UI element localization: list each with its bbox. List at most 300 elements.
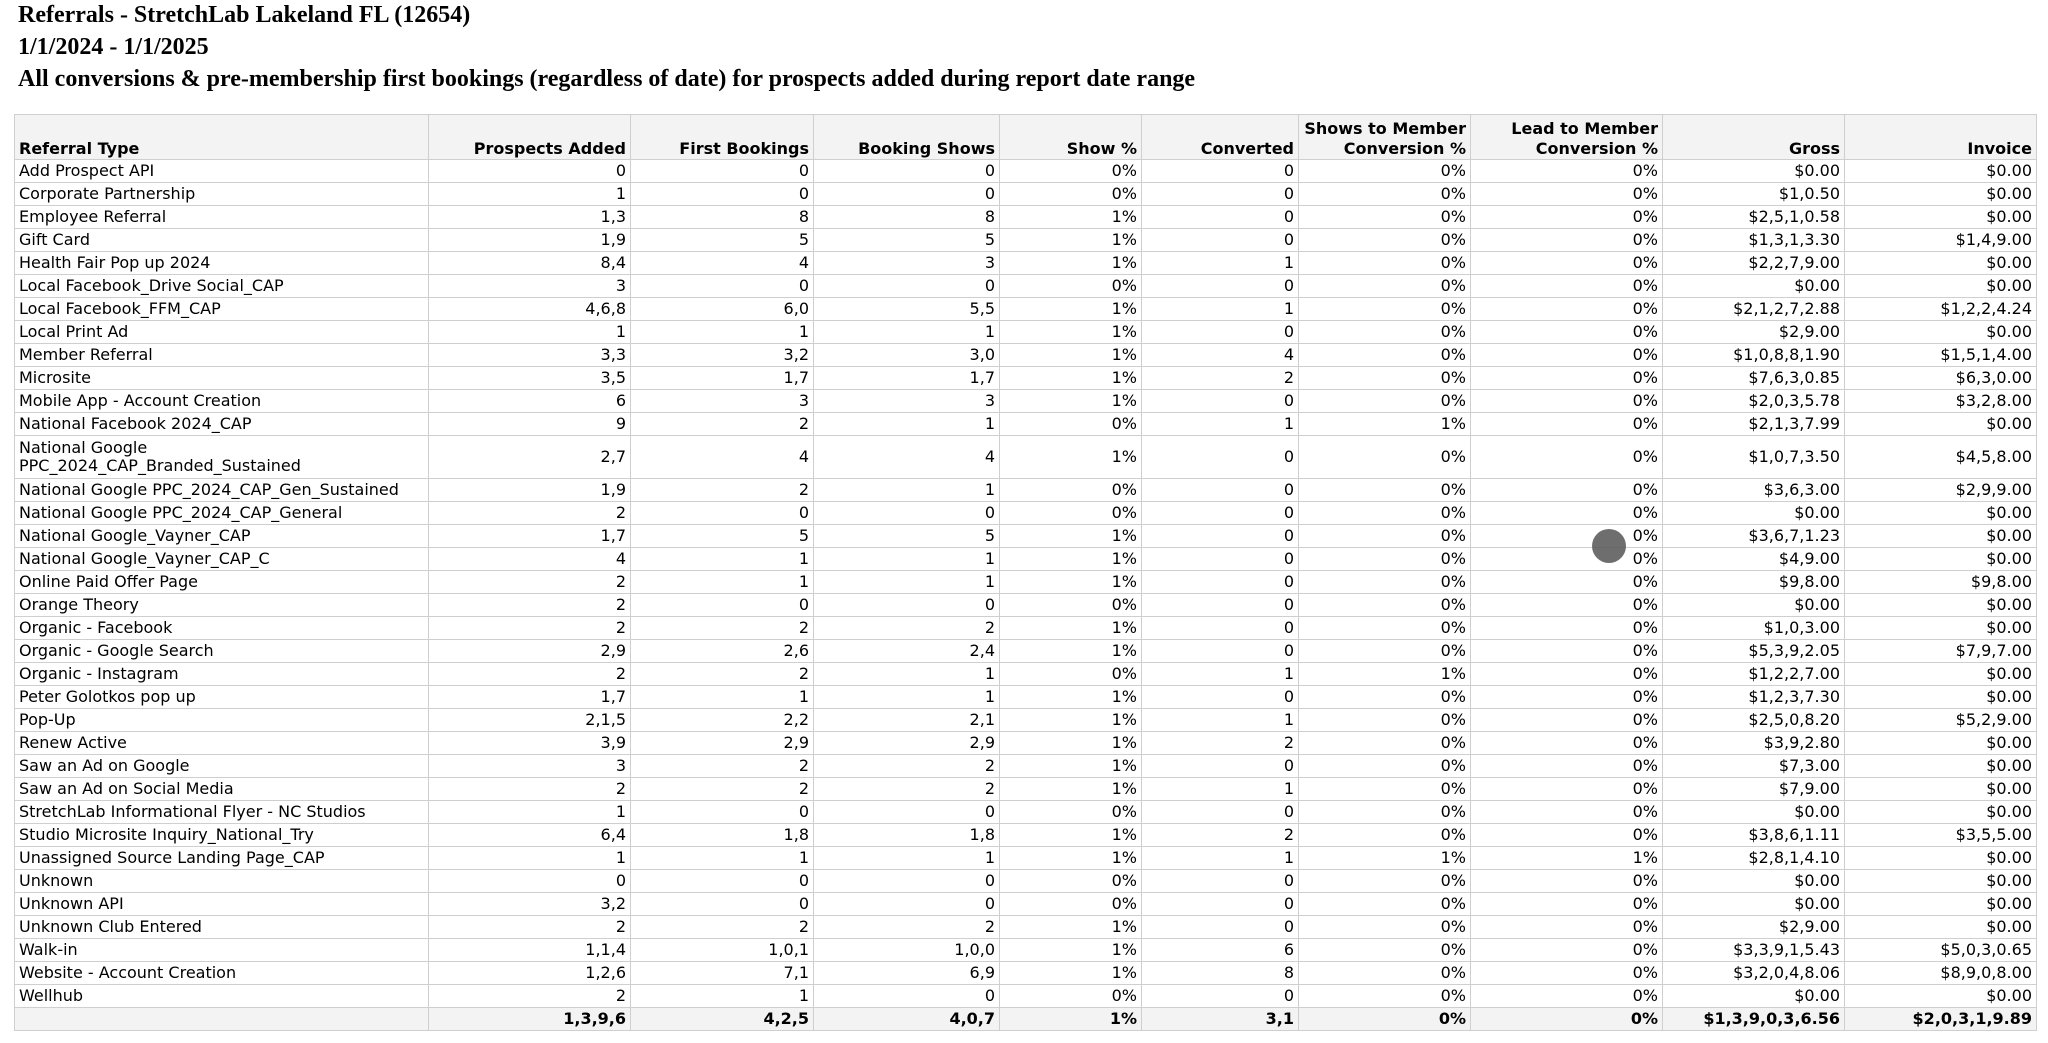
table-cell: 1 [814,663,1000,686]
table-cell: 1% [1000,939,1142,962]
table-cell: 1 [631,686,814,709]
table-cell: 2 [631,617,814,640]
table-cell: $0.00 [1663,870,1845,893]
table-cell: 4 [814,436,1000,479]
table-row [15,640,2037,663]
table-cell: 0% [1000,594,1142,617]
table-cell: 0% [1471,801,1663,824]
table-cell: 0% [1471,916,1663,939]
table-cell: 1 [631,847,814,870]
referral-type-cell: Organic - Facebook [15,617,429,640]
table-cell: 8 [631,206,814,229]
table-cell: $0.00 [1845,732,2037,755]
table-cell: 3 [814,390,1000,413]
table-cell: 0% [1471,298,1663,321]
table-cell: 0% [1471,617,1663,640]
table-cell: $1,2,3,7.30 [1663,686,1845,709]
referrals-table [14,114,2037,1031]
table-cell: 2 [429,916,631,939]
table-row [15,686,2037,709]
referral-type-cell: Saw an Ad on Social Media [15,778,429,801]
table-cell: $9,8.00 [1663,571,1845,594]
table-cell: 1,9 [429,479,631,502]
table-cell: 0% [1471,893,1663,916]
table-cell: 0% [1299,298,1471,321]
table-row [15,571,2037,594]
table-cell: 2 [1142,732,1299,755]
table-cell: 0% [1299,229,1471,252]
referral-type-cell: Organic - Google Search [15,640,429,663]
table-cell: 0 [631,893,814,916]
table-cell: $1,0,3.00 [1663,617,1845,640]
table-cell: $0.00 [1845,252,2037,275]
table-cell: 1,2,6 [429,962,631,985]
table-cell: 0 [814,160,1000,183]
referral-type-cell: Gift Card [15,229,429,252]
table-cell: 0% [1471,732,1663,755]
table-row [15,893,2037,916]
table-cell: 0% [1000,663,1142,686]
table-cell: $0.00 [1663,160,1845,183]
table-cell: $1,3,1,3.30 [1663,229,1845,252]
table-cell: $0.00 [1845,778,2037,801]
table-cell: 1 [631,321,814,344]
table-row [15,962,2037,985]
table-cell: 5,5 [814,298,1000,321]
table-cell: $0.00 [1845,617,2037,640]
table-cell: $7,3.00 [1663,755,1845,778]
table-cell: 1 [814,571,1000,594]
total-cell [15,1008,429,1031]
table-cell: 6,4 [429,824,631,847]
table-cell: 0% [1471,275,1663,298]
table-cell: $5,2,9.00 [1845,709,2037,732]
referral-type-cell: National Google PPC_2024_CAP_Gen_Sustained [15,479,429,502]
table-cell: 3,2 [631,344,814,367]
table-cell: 1% [1000,390,1142,413]
table-cell: 0 [1142,229,1299,252]
table-cell: 1% [1000,778,1142,801]
report-description: All conversions & pre-membership first bookings (regardless of date) for prospects added during report date range [18,66,1196,92]
table-cell: 1% [1000,252,1142,275]
table-cell: 1,9 [429,229,631,252]
table-cell: 0 [1142,183,1299,206]
table-row [15,275,2037,298]
referral-type-cell: National Google_Vayner_CAP [15,525,429,548]
table-cell: 5 [814,229,1000,252]
table-cell: $5,3,9,2.05 [1663,640,1845,663]
table-cell: 8 [814,206,1000,229]
table-cell: 0% [1471,413,1663,436]
table-cell: 0% [1000,985,1142,1008]
table-cell: 0 [1142,502,1299,525]
table-cell: 0% [1471,183,1663,206]
table-cell: 2 [631,663,814,686]
table-cell: 2 [631,755,814,778]
table-cell: 8,4 [429,252,631,275]
table-cell: 6 [1142,939,1299,962]
table-cell: $0.00 [1663,594,1845,617]
column-header-booking-shows[interactable]: Booking Shows [814,115,1000,160]
table-cell: $2,5,0,8.20 [1663,709,1845,732]
table-cell: $0.00 [1845,525,2037,548]
table-cell: 1 [814,548,1000,571]
referral-type-cell: Member Referral [15,344,429,367]
table-cell: 3,2 [429,893,631,916]
table-cell: 3,9 [429,732,631,755]
table-cell: 3 [429,755,631,778]
table-cell: 0% [1000,479,1142,502]
table-cell: 0% [1299,183,1471,206]
table-cell: 0% [1299,436,1471,479]
column-header-invoice[interactable]: Invoice [1845,115,2037,160]
table-cell: $0.00 [1845,755,2037,778]
table-cell: 0 [1142,985,1299,1008]
table-cell: $0.00 [1845,916,2037,939]
table-cell: 0% [1299,939,1471,962]
table-total-row [15,1008,2037,1031]
table-cell: 0 [631,183,814,206]
table-cell: 0% [1471,252,1663,275]
table-cell: 0% [1471,824,1663,847]
table-row [15,663,2037,686]
table-cell: 2,7 [429,436,631,479]
table-cell: $0.00 [1663,801,1845,824]
table-row [15,732,2037,755]
table-cell: 2,9 [631,732,814,755]
column-header-first-bookings[interactable]: First Bookings [631,115,814,160]
table-cell: 0 [1142,617,1299,640]
table-row [15,502,2037,525]
table-cell: 0% [1299,732,1471,755]
table-cell: $0.00 [1663,502,1845,525]
table-cell: 1 [814,413,1000,436]
table-cell: 1% [1000,229,1142,252]
referral-type-cell: Corporate Partnership [15,183,429,206]
referral-type-cell: Renew Active [15,732,429,755]
table-cell: 1 [429,801,631,824]
table-cell: 2 [429,617,631,640]
table-row [15,321,2037,344]
referral-type-cell: Wellhub [15,985,429,1008]
table-cell: 1,3 [429,206,631,229]
table-cell: 0 [814,502,1000,525]
table-cell: 0 [631,160,814,183]
table-cell: $2,0,3,5.78 [1663,390,1845,413]
table-cell: 0% [1000,183,1142,206]
table-cell: 2,9 [429,640,631,663]
table-cell: 0% [1000,870,1142,893]
referral-type-cell: Local Facebook_Drive Social_CAP [15,275,429,298]
referral-type-cell: Pop-Up [15,709,429,732]
table-cell: $0.00 [1845,801,2037,824]
table-cell: 6 [429,390,631,413]
column-header-lead-to-member-conversion[interactable]: Lead to Member Conversion % [1471,115,1663,160]
table-row [15,709,2037,732]
table-cell: 3 [631,390,814,413]
table-cell: $4,5,8.00 [1845,436,2037,479]
table-cell: 0% [1000,893,1142,916]
table-cell: 1 [1142,663,1299,686]
referral-type-cell: Local Print Ad [15,321,429,344]
table-cell: 2 [429,985,631,1008]
table-cell: $0.00 [1845,160,2037,183]
table-cell: 1% [1000,321,1142,344]
column-header-gross[interactable]: Gross [1663,115,1845,160]
table-cell: 3,5 [429,367,631,390]
table-cell: $0.00 [1845,594,2037,617]
table-cell: 0% [1471,479,1663,502]
table-row [15,548,2037,571]
table-cell: 0% [1471,663,1663,686]
column-header-shows-to-member-conversion[interactable]: Shows to Member Conversion % [1299,115,1471,160]
table-cell: $1,4,9.00 [1845,229,2037,252]
table-row [15,390,2037,413]
table-cell: $2,9.00 [1663,321,1845,344]
table-cell: 1% [1000,344,1142,367]
table-cell: 3 [814,252,1000,275]
table-cell: 1,0,1 [631,939,814,962]
table-cell: 1% [1000,640,1142,663]
referral-type-cell: Website - Account Creation [15,962,429,985]
table-cell: 0 [1142,548,1299,571]
table-cell: 0 [1142,390,1299,413]
table-row [15,298,2037,321]
table-cell: 2,4 [814,640,1000,663]
table-cell: 0% [1471,502,1663,525]
table-cell: 0 [1142,160,1299,183]
table-cell: 1% [1000,824,1142,847]
table-cell: 1,7 [631,367,814,390]
table-cell: $3,6,3.00 [1663,479,1845,502]
table-cell: 0 [1142,525,1299,548]
referral-type-cell: Unassigned Source Landing Page_CAP [15,847,429,870]
table-cell: 2 [429,571,631,594]
table-cell: 0% [1299,390,1471,413]
referral-type-cell: Employee Referral [15,206,429,229]
table-cell: 1,7 [429,686,631,709]
table-cell: 2 [429,778,631,801]
table-cell: 1,7 [429,525,631,548]
table-cell: 1 [814,479,1000,502]
table-row [15,801,2037,824]
table-cell: 0% [1471,571,1663,594]
table-cell: 0% [1471,436,1663,479]
table-cell: 0% [1299,640,1471,663]
table-cell: $0.00 [1845,206,2037,229]
table-cell: $2,2,7,9.00 [1663,252,1845,275]
table-cell: 0 [814,594,1000,617]
table-cell: 0% [1471,525,1663,548]
table-cell: 1% [1000,962,1142,985]
referral-type-cell: National Google PPC_2024_CAP_General [15,502,429,525]
table-cell: 0% [1299,778,1471,801]
table-cell: 0% [1299,571,1471,594]
table-cell: 0% [1299,755,1471,778]
table-cell: 2 [1142,824,1299,847]
column-header-converted[interactable]: Converted [1142,115,1299,160]
table-row [15,985,2037,1008]
table-cell: 0 [1142,870,1299,893]
table-cell: 0 [814,183,1000,206]
table-cell: 0% [1471,985,1663,1008]
table-cell: 1 [1142,709,1299,732]
table-cell: 0% [1299,502,1471,525]
table-cell: 1% [1000,709,1142,732]
referral-type-cell: Studio Microsite Inquiry_National_Try [15,824,429,847]
table-cell: $7,9.00 [1663,778,1845,801]
table-cell: 1 [631,548,814,571]
table-cell: 1% [1000,548,1142,571]
referral-type-cell: National Facebook 2024_CAP [15,413,429,436]
table-cell: 1 [1142,778,1299,801]
table-cell: 0 [1142,893,1299,916]
table-cell: 0% [1299,344,1471,367]
table-cell: $1,0,7,3.50 [1663,436,1845,479]
table-cell: 2 [814,617,1000,640]
table-row [15,367,2037,390]
table-cell: 0% [1299,985,1471,1008]
table-cell: 0 [814,893,1000,916]
table-cell: 0% [1471,229,1663,252]
table-cell: 2 [429,663,631,686]
table-cell: 0 [1142,206,1299,229]
table-row [15,916,2037,939]
table-cell: 0% [1299,525,1471,548]
table-cell: $5,0,3,0.65 [1845,939,2037,962]
column-header-prospects-added[interactable]: Prospects Added [429,115,631,160]
table-cell: 1,8 [814,824,1000,847]
table-cell: 0 [1142,321,1299,344]
table-cell: 1% [1299,663,1471,686]
table-cell: 3 [429,275,631,298]
table-cell: $9,8.00 [1845,571,2037,594]
table-cell: 1,0,0 [814,939,1000,962]
table-cell: 1 [1142,413,1299,436]
table-cell: 2 [429,502,631,525]
table-cell: 0% [1471,548,1663,571]
table-cell: 0 [631,275,814,298]
table-cell: 4 [631,252,814,275]
table-cell: $4,9.00 [1663,548,1845,571]
table-cell: 0 [631,502,814,525]
table-cell: 3,3 [429,344,631,367]
table-cell: 0 [1142,640,1299,663]
table-cell: $2,5,1,0.58 [1663,206,1845,229]
table-cell: 1% [1471,847,1663,870]
table-cell: 0 [631,801,814,824]
table-cell: 1 [1142,298,1299,321]
table-cell: 2 [631,916,814,939]
table-cell: 1 [1142,252,1299,275]
table-cell: 0 [1142,916,1299,939]
table-cell: $3,2,0,4,8.06 [1663,962,1845,985]
table-cell: 0% [1000,502,1142,525]
table-cell: 1 [429,847,631,870]
table-cell: $0.00 [1845,413,2037,436]
table-cell: $2,9.00 [1663,916,1845,939]
table-cell: 1% [1000,617,1142,640]
table-cell: 0 [1142,275,1299,298]
table-cell: 0 [1142,436,1299,479]
table-cell: 1% [1000,367,1142,390]
table-row [15,778,2037,801]
table-cell: 0 [814,985,1000,1008]
table-cell: $0.00 [1845,847,2037,870]
table-cell: 0% [1471,160,1663,183]
table-cell: 0% [1471,755,1663,778]
referral-type-cell: Peter Golotkos pop up [15,686,429,709]
table-cell: 1,8 [631,824,814,847]
table-cell: 1% [1000,436,1142,479]
table-cell: 0% [1471,962,1663,985]
table-cell: 0% [1299,367,1471,390]
table-cell: 1 [631,571,814,594]
table-cell: $3,9,2.80 [1663,732,1845,755]
total-cell: 0% [1471,1008,1663,1031]
table-cell: $0.00 [1845,502,2037,525]
table-cell: 0 [814,870,1000,893]
total-cell: 4,0,7 [814,1008,1000,1031]
table-cell: 0% [1299,275,1471,298]
table-cell: $0.00 [1663,893,1845,916]
column-header-show-percent[interactable]: Show % [1000,115,1142,160]
table-cell: 1 [814,847,1000,870]
table-cell: 0% [1471,640,1663,663]
table-cell: 6,9 [814,962,1000,985]
column-header-referral-type[interactable]: Referral Type [15,115,429,160]
table-cell: 0% [1000,413,1142,436]
referral-type-cell: National Google PPC_2024_CAP_Branded_Sustained [15,436,429,479]
table-cell: 0% [1000,160,1142,183]
table-cell: 0% [1471,594,1663,617]
table-cell: $3,2,8.00 [1845,390,2037,413]
table-cell: $0.00 [1663,275,1845,298]
table-cell: 0% [1471,709,1663,732]
table-cell: 1 [429,183,631,206]
table-cell: 0% [1000,275,1142,298]
table-cell: $2,1,2,7,2.88 [1663,298,1845,321]
referral-type-cell: Online Paid Offer Page [15,571,429,594]
table-cell: 0 [1142,594,1299,617]
table-cell: $0.00 [1845,686,2037,709]
table-cell: 9 [429,413,631,436]
table-row [15,525,2037,548]
table-cell: 0% [1471,344,1663,367]
table-cell: 0% [1471,778,1663,801]
table-row [15,252,2037,275]
table-cell: $1,0,8,8,1.90 [1663,344,1845,367]
table-cell: $0.00 [1845,663,2037,686]
table-cell: 2 [631,479,814,502]
table-cell: 0% [1471,367,1663,390]
table-cell: 0% [1299,594,1471,617]
table-cell: $3,6,7,1.23 [1663,525,1845,548]
referral-type-cell: Unknown Club Entered [15,916,429,939]
table-cell: 0 [1142,755,1299,778]
table-cell: 0% [1000,801,1142,824]
referral-type-cell: Saw an Ad on Google [15,755,429,778]
table-cell: 1% [1000,686,1142,709]
referral-type-cell: National Google_Vayner_CAP_C [15,548,429,571]
total-cell: 1,3,9,6 [429,1008,631,1031]
table-cell: 0 [1142,479,1299,502]
report-title: Referrals - StretchLab Lakeland FL (12654) [18,2,471,28]
table-cell: 1% [1000,206,1142,229]
referral-type-cell: Local Facebook_FFM_CAP [15,298,429,321]
table-cell: $1,2,2,4.24 [1845,298,2037,321]
referral-type-cell: Add Prospect API [15,160,429,183]
